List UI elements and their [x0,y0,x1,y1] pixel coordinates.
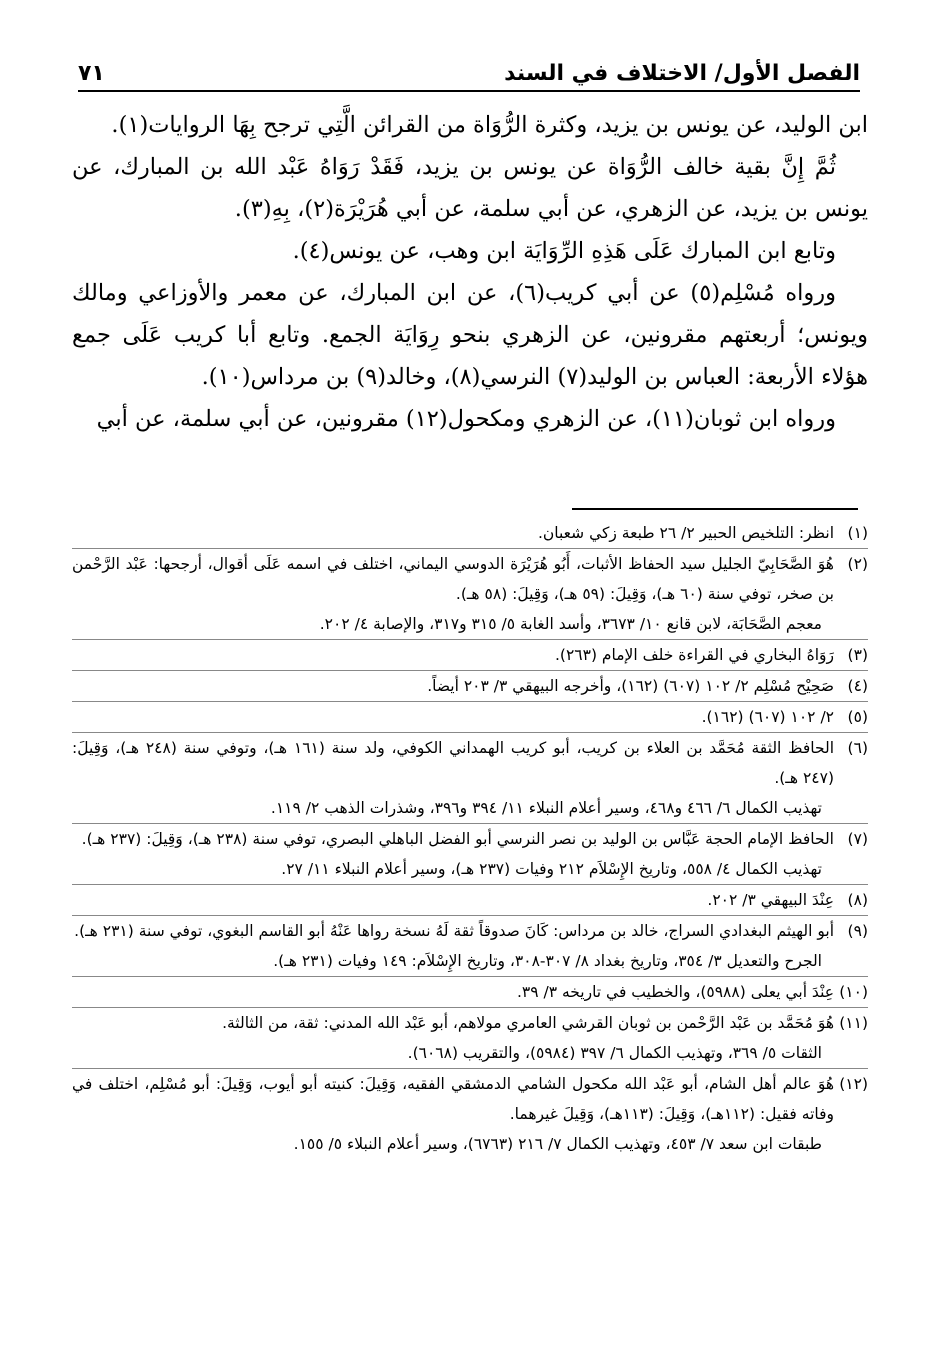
body-paragraph-2: ثُمَّ إِنَّ بقية خالف الرُّوَاة عن يونس بن يزيد، فَقَدْ رَوَاهُ عَبْد الله بن المبارك، عن يونس بن يزيد، عن الزهري، عن أبي سلمة، عن أبي هُرَيْرَة(٢)، بِهِ(٣). [72,154,868,222]
footnote-text: هُوَ الصَّحَابِيّ الجليل سيد الحفاظ الأثبات، أَبُو هُرَيْرَة الدوسي اليماني، اختلف في اسمه عَلَى أقوال، أرجحها: عَبْد الرَّحْمن بن صخر، توفي سنة (٦٠ هـ)، وَقِيلَ: (٥٩ هـ)، وَقِيلَ: (٥٨ هـ). [72,555,834,603]
footnote-text: هُوَ مُحَمَّد بن عَبْد الرَّحْمن بن ثوبان القرشي العامري مولاهم، أبو عَبْد الله المدني: ثقة، من الثالثة. [222,1014,834,1032]
footnote-text: عِنْدَ أبي يعلى (٥٩٨٨)، والخطيب في تاريخه ٣/ ٣٩. [516,983,834,1001]
footnote-text: الحافظ الإمام الحجة عَبَّاس بن الوليد بن نصر النرسي أبو الفضل الباهلي البصري، توفي سنة (٢٣٨ هـ)، وَقِيلَ: (٢٣٧ هـ). [81,830,834,848]
chapter-title: الفصل الأول/ الاختلاف في السند [504,61,860,86]
footnote-text: هُوَ عالم أهل الشام، أبو عَبْد الله مكحول الشامي الدمشقي الفقيه، وَقِيلَ: كنيته أبو أيوب، وَقِيلَ: أبو مُسْلِم، اختلف في وفاته فقيل: (١١٢هـ)، وَقِيلَ: (١١٣هـ)، وَقِيلَ غيرهما. [72,1075,834,1123]
footnote-text: الحافظ الثقة مُحَمَّد بن العلاء بن كريب، أبو كريب الهمداني الكوفي، ولد سنة (١٦١ هـ)، وتوفي سنة (٢٤٨ هـ)، وَقِيلَ: (٢٤٧ هـ). [72,739,834,787]
footnote-references: الجرح والتعديل ٣/ ٣٥٤، وتاريخ بغداد ٨/ ٣٠٧-٣٠٨، وتاريخ الإِسْلاَم: ١٤٩ وفيات (٢٣١ هـ). [273,952,822,970]
footnote-8 [72,884,868,915]
body-paragraph-1: ابن الوليد، عن يونس بن يزيد، وكثرة الرُّوَاة من القرائن الَّتِي ترجح بِهَا الروايات(١). [111,112,868,138]
footnote-references: تهذيب الكمال ٤/ ٥٥٨، وتاريخ الإِسْلاَم ٢١٢ وفيات (٢٣٧ هـ)، وسير أعلام النبلاء ١١/ ٢٧. [281,860,822,878]
footnote-1 [72,518,868,548]
footnote-2 [72,548,868,639]
body-paragraph-4: ورواه مُسْلِم(٥) عن أبي كريب(٦)، عن ابن المبارك، عن معمر والأوزاعي ومالك ويونس؛ أربعتهم مقرونين، عن الزهري بنحو رِوَايَة الجمع. وتابع أبا كريب عَلَى جمع هؤلاء الأربعة: العباس بن الوليد(٧) النرسي(٨)، وخالد(٩) بن مرداس(١٠). [72,280,868,390]
footnote-text: انظر: التلخيص الحبير ٢/ ٢٦ طبعة زكي شعبان. [537,524,834,542]
footnote-references: معجم الصَّحَابَة، لابن قانع ١٠/ ٣٦٧٣، وأسد الغابة ٥/ ٣١٥ و٣١٧، والإصابة ٤/ ٢٠٢. [319,615,822,633]
footnote-number: (٧) [847,830,868,848]
footnote-text: أبو الهيثم البغدادي السراج، خالد بن مرداس: كَانَ صدوقاً ثقة لَهُ نسخة رواها عَنْهُ أبو القاسم البغوي، توفي سنة (٢٣١ هـ). [74,922,834,940]
footnote-5 [72,701,868,732]
footnote-text: صَحِيْح مُسْلِم ٢/ ١٠٢ (٦٠٧) (١٦٢)، وأخرجه البيهقي ٣/ ٢٠٣ أيضاً. [427,677,834,695]
footnote-3 [72,639,868,670]
footnote-number: (١١) [839,1014,868,1032]
footnote-number: (٥) [847,708,868,726]
footnote-divider [572,508,858,510]
footnote-7 [72,823,868,884]
footnote-text: عِنْدَ البيهقي ٣/ ٢٠٢. [707,891,834,909]
footnote-number: (١٠) [839,983,868,1001]
footnote-number: (٨) [847,891,868,909]
footnote-text: ٢/ ١٠٢ (٦٠٧) (١٦٢). [701,708,834,726]
footnote-4 [72,670,868,701]
footnote-number: (١) [847,524,868,542]
page-header [78,52,860,92]
body-paragraph-3: وتابع ابن المبارك عَلَى هَذِهِ الرِّوَايَة ابن وهب، عن يونس(٤). [292,238,836,264]
body-paragraph-5: ورواه ابن ثوبان(١١)، عن الزهري ومكحول(١٢) مقرونين، عن أبي سلمة، عن أبي [96,406,836,432]
footnote-references: طبقات ابن سعد ٧/ ٤٥٣، وتهذيب الكمال ٧/ ٢١٦ (٦٧٦٣)، وسير أعلام النبلاء ٥/ ١٥٥. [293,1135,822,1153]
footnote-references: الثقات ٥/ ٣٦٩، وتهذيب الكمال ٦/ ٣٩٧ (٥٩٨٤)، والتقريب (٦٠٦٨). [407,1044,822,1062]
footnote-number: (١٢) [839,1075,868,1093]
footnote-number: (٣) [847,646,868,664]
footnote-12 [72,1068,868,1159]
footnote-number: (٦) [847,739,868,757]
footnote-text: رَوَاهُ البخاري في القراءة خلف الإمام (٢٦٣). [554,646,834,664]
footnote-number: (٤) [847,677,868,695]
footnotes [72,518,868,1159]
footnote-11 [72,1007,868,1068]
footnote-number: (٩) [847,922,868,940]
footnote-6 [72,732,868,823]
footnote-number: (٢) [847,555,868,573]
footnote-references: تهذيب الكمال ٦/ ٤٦٦ و٤٦٨، وسير أعلام النبلاء ١١/ ٣٩٤ و٣٩٦، وشذرات الذهب ٢/ ١١٩. [270,799,822,817]
footnote-10 [72,976,868,1007]
footnote-9 [72,915,868,976]
main-text [72,104,868,440]
page-number: ٧١ [78,61,105,86]
